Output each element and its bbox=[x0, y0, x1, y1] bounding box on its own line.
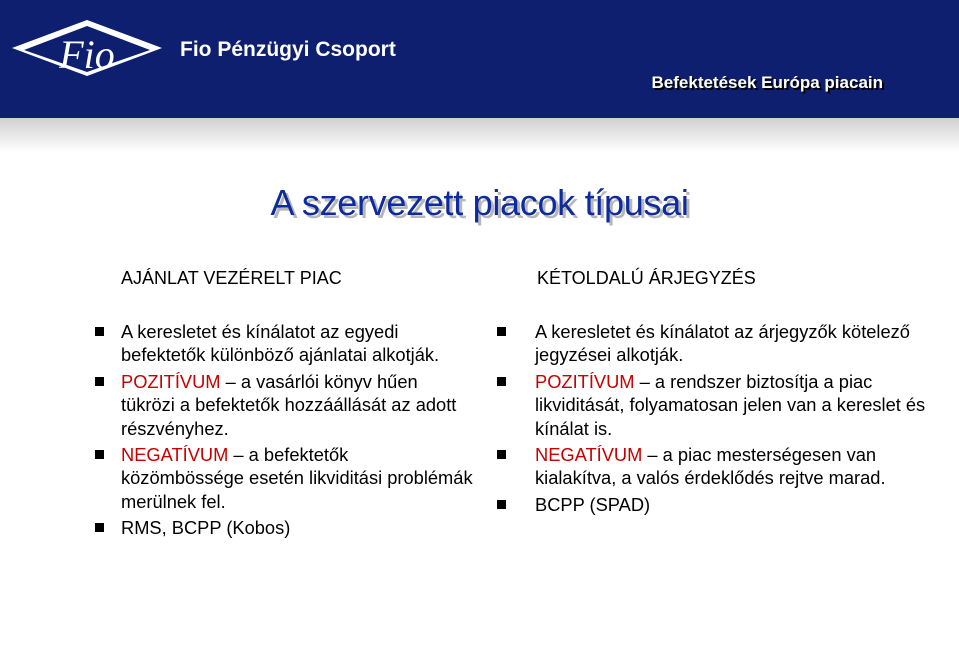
square-bullet-icon bbox=[95, 377, 104, 386]
left-column bbox=[95, 268, 475, 543]
brand-name: Fio Pénzügyi Csoport bbox=[180, 38, 396, 61]
square-bullet-icon bbox=[95, 523, 104, 532]
square-bullet-icon bbox=[95, 450, 104, 459]
list-item: NEGATÍVUM – a piac mesterségesen van kialakítva, a valós érdeklődés rejtve marad. bbox=[497, 443, 937, 490]
header-subtitle: Befektetések Európa piacain bbox=[651, 73, 883, 92]
left-heading: AJÁNLAT VEZÉRELT PIAC bbox=[121, 268, 342, 288]
square-bullet-icon bbox=[95, 327, 104, 336]
list-item: A keresletet és kínálatot az egyedi befektetők különböző ajánlatai alkotják. bbox=[95, 320, 475, 367]
right-list bbox=[497, 320, 937, 516]
square-bullet-icon bbox=[497, 377, 506, 386]
right-heading: KÉTOLDALÚ ÁRJEGYZÉS bbox=[537, 268, 756, 288]
right-column bbox=[497, 268, 937, 519]
fio-logo bbox=[12, 20, 162, 98]
list-item: BCPP (SPAD) bbox=[497, 493, 937, 516]
header-band bbox=[0, 0, 959, 118]
square-bullet-icon bbox=[497, 450, 506, 459]
svg-text:Fio: Fio bbox=[59, 32, 115, 77]
list-item: RMS, BCPP (Kobos) bbox=[95, 516, 475, 539]
list-item: NEGATÍVUM – a befektetők közömbössége esetén likviditási problémák merülnek fel. bbox=[95, 443, 475, 513]
left-list bbox=[95, 320, 475, 540]
list-item: A keresletet és kínálatot az árjegyzők kötelező jegyzései alkotják. bbox=[497, 320, 937, 367]
header-shadow bbox=[0, 118, 959, 152]
list-item: POZITÍVUM – a vasárlói könyv hűen tükrözi a befektetők hozzáállását az adott részvényhez. bbox=[95, 370, 475, 440]
square-bullet-icon bbox=[497, 500, 506, 509]
list-item: POZITÍVUM – a rendszer biztosítja a piac likviditását, folyamatosan jelen van a kereslet és kínálat is. bbox=[497, 370, 937, 440]
square-bullet-icon bbox=[497, 327, 506, 336]
page-title: A szervezett piacok típusai bbox=[270, 182, 689, 223]
